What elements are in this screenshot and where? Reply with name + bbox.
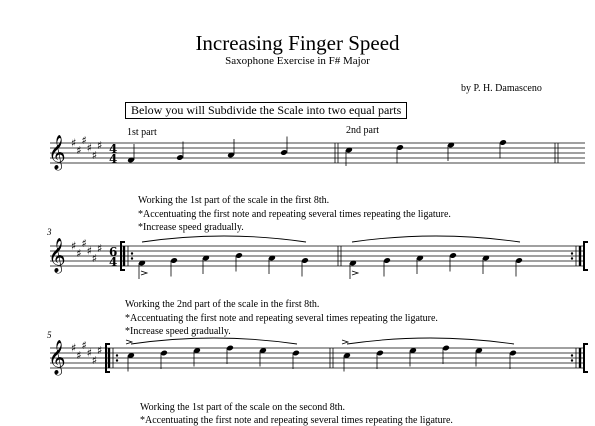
instruction-line: *Increase speed gradually. xyxy=(125,326,231,337)
time-sig-bottom: 4 xyxy=(109,255,118,269)
instruction-line: *Increase speed gradually. xyxy=(138,222,244,233)
time-sig-top: 4 xyxy=(109,142,118,156)
sharp-sign: ♯ xyxy=(97,139,103,152)
time-sig-bottom: 4 xyxy=(109,152,118,166)
sharp-sign: ♯ xyxy=(71,136,77,150)
repeat-dot xyxy=(131,257,133,259)
repeat-dot xyxy=(571,359,573,361)
repeat-dot xyxy=(571,257,573,259)
sharp-sign: ♯ xyxy=(97,344,103,357)
sharp-sign: ♯ xyxy=(76,247,82,260)
sharp-sign: ♯ xyxy=(86,244,92,258)
instruction-line: *Accentuating the first note and repeating several times repeating the ligature. xyxy=(125,313,438,324)
instruction-line: Working the 1st part of the scale on the second 8th. xyxy=(140,402,345,413)
page-subtitle: Saxophone Exercise in F# Major xyxy=(225,55,370,67)
system-bracket xyxy=(584,344,588,372)
slur xyxy=(131,338,297,344)
sharp-sign: ♯ xyxy=(91,149,98,162)
repeat-dot xyxy=(131,252,133,254)
sharp-sign: ♯ xyxy=(76,349,82,362)
measure-number: 5 xyxy=(47,330,52,340)
time-sig-top: 6 xyxy=(109,245,118,259)
instruction-line: Working the 1st part of the scale in the first 8th. xyxy=(138,195,330,206)
sharp-sign: ♯ xyxy=(97,242,103,255)
repeat-dot xyxy=(116,359,118,361)
sharp-sign: ♯ xyxy=(81,134,87,147)
sharp-sign: ♯ xyxy=(86,141,92,155)
accent-mark xyxy=(352,271,358,275)
sharp-sign: ♯ xyxy=(86,346,92,360)
sharp-sign: ♯ xyxy=(81,237,87,250)
instruction-box: Below you will Subdivide the Scale into two equal parts xyxy=(125,102,407,119)
treble-clef: 𝄞 xyxy=(48,135,66,170)
treble-clef: 𝄞 xyxy=(48,340,66,375)
repeat-dot xyxy=(571,252,573,254)
page-title: Increasing Finger Speed xyxy=(195,31,400,55)
composer-credit: by P. H. Damasceno xyxy=(461,83,542,94)
accent-mark xyxy=(126,340,132,344)
sharp-sign: ♯ xyxy=(71,239,77,253)
instruction-line: *Accentuating the first note and repeating several times repeating the ligature. xyxy=(140,415,453,426)
treble-clef: 𝄞 xyxy=(48,238,66,273)
measure-number: 3 xyxy=(47,227,52,237)
slur xyxy=(352,236,520,242)
accent-mark xyxy=(342,340,348,344)
repeat-dot xyxy=(116,354,118,356)
sharp-sign: ♯ xyxy=(91,354,98,367)
slur xyxy=(347,338,514,344)
slur xyxy=(142,236,306,242)
sharp-sign: ♯ xyxy=(91,252,98,265)
instruction-line: *Accentuating the first note and repeating several times repeating the ligature. xyxy=(138,209,451,220)
part1-label: 1st part xyxy=(127,127,157,138)
sharp-sign: ♯ xyxy=(81,339,87,352)
instruction-line: Working the 2nd part of the scale in the first 8th. xyxy=(125,299,320,310)
sharp-sign: ♯ xyxy=(71,341,77,355)
part2-label: 2nd part xyxy=(346,125,380,136)
accent-mark xyxy=(141,271,147,275)
system-bracket xyxy=(584,242,588,270)
repeat-dot xyxy=(571,354,573,356)
sharp-sign: ♯ xyxy=(76,144,82,157)
